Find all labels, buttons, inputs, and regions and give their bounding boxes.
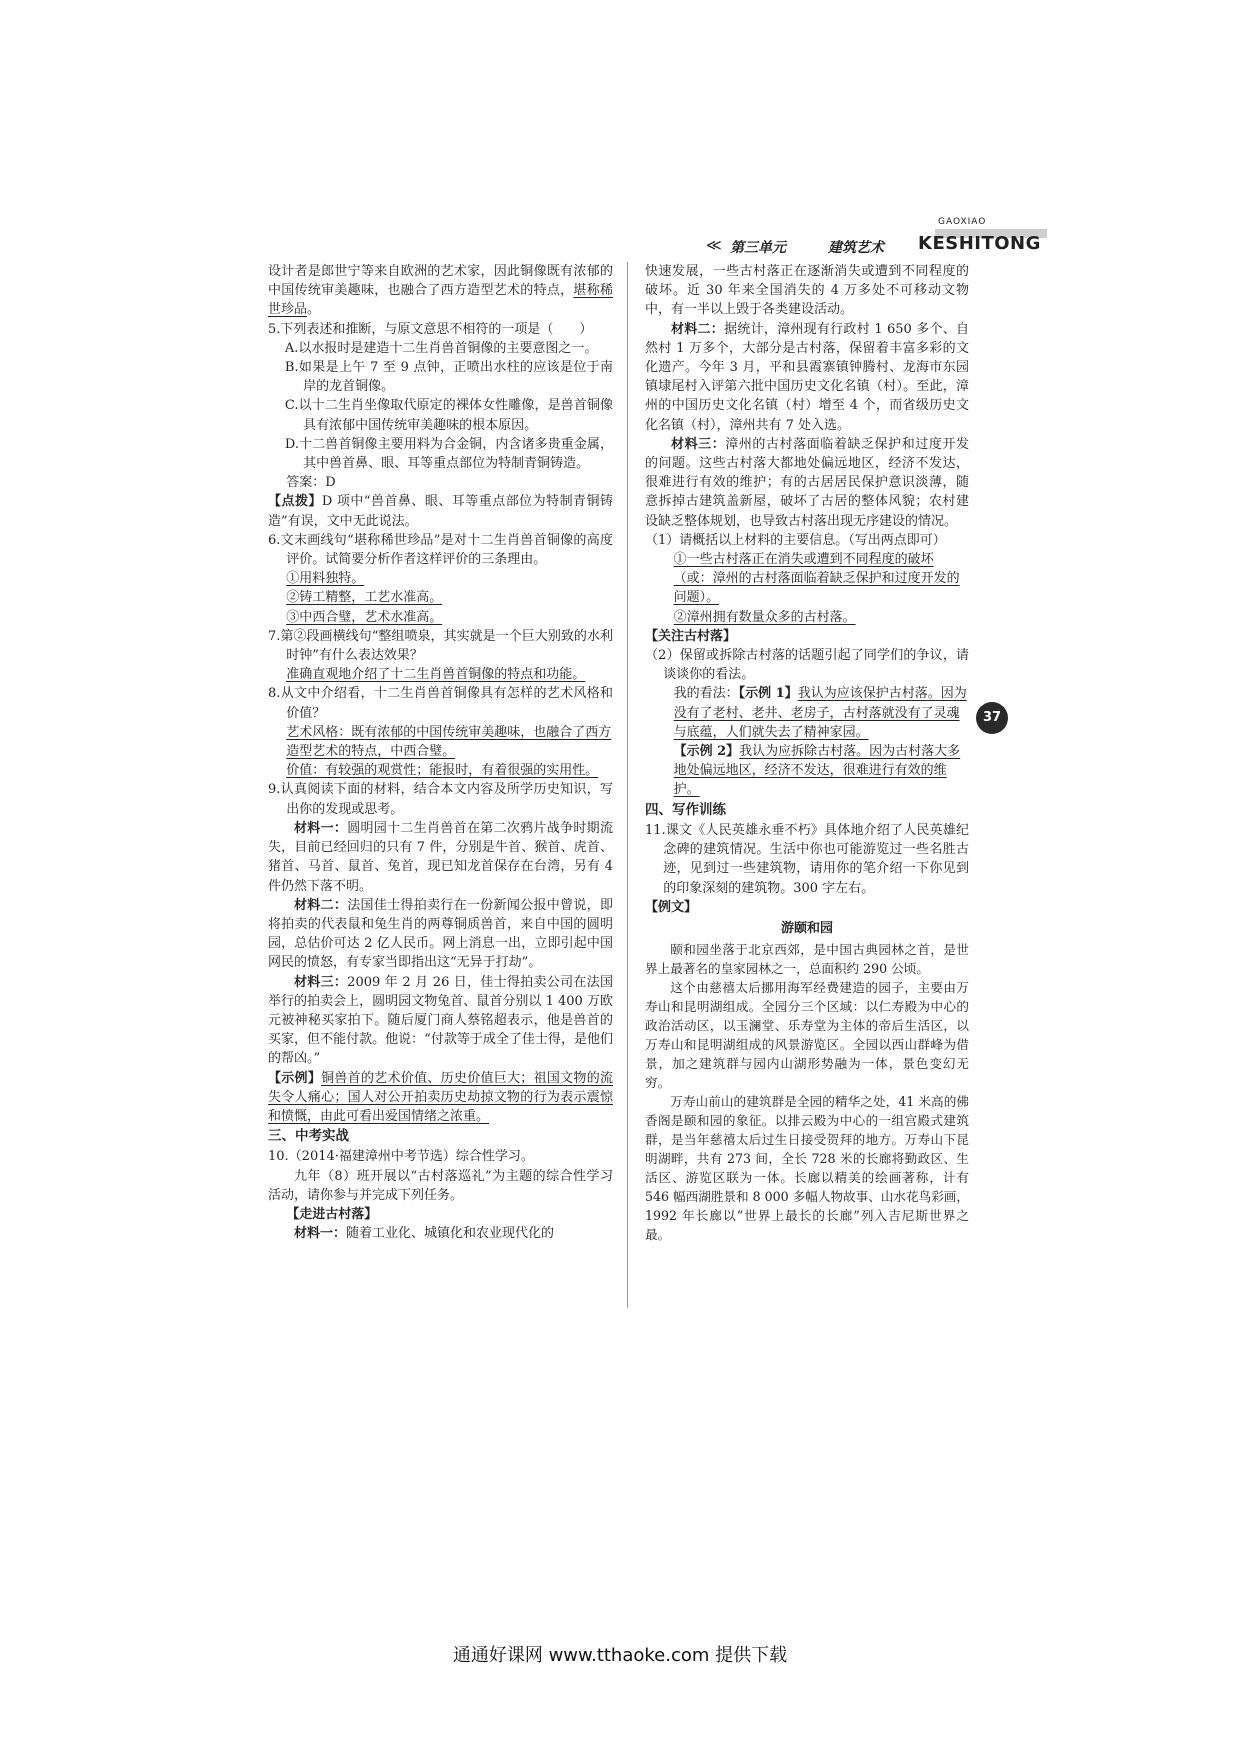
question-8-answer-2: 价值：有较强的观赏性；能报时，有着很强的实用性。 bbox=[286, 763, 599, 779]
subquestion-2: （2）保留或拆除古村落的话题引起了同学们的争议，请谈谈你的看法。 bbox=[645, 648, 969, 683]
question-9-material-1: 材料一：圆明园十二生肖兽首在第二次鸦片战争时期流失，目前已经回归的只有 7 件，分别是牛首、猴首、虎首、猪首、马首、鼠首、兔首，现已知龙首保存在台湾，另有 4 件仍然下落不明。 bbox=[268, 820, 613, 894]
subheading-2: 【关注古村落】 bbox=[645, 628, 737, 644]
question-11: 11.课文《人民英雄永垂不朽》具体地介绍了人民英雄纪念碑的建筑情况。生活中你也可能游览过一些名胜古迹，见到过一些建筑物，请用你的笔介绍一下你见到的印象深刻的建筑物。300 字左右。 bbox=[645, 822, 969, 896]
question-9: 9.认真阅读下面的材料，结合本文内容及所学历史知识，写出你的发现或思考。 bbox=[268, 782, 613, 817]
question-10: 10.（2014·福建漳州中考节选）综合性学习。 bbox=[268, 1149, 534, 1165]
question-6-answer-2: ②铸工精整，工艺水准高。 bbox=[286, 590, 443, 606]
question-6-answer-1: ①用料独特。 bbox=[286, 571, 365, 587]
question-7-answer: 准确直观地介绍了十二生肖兽首铜像的特点和功能。 bbox=[286, 667, 586, 683]
example-essay-tag: 【例文】 bbox=[645, 899, 698, 915]
question-9-material-3: 材料三：2009 年 2 月 26 日，佳士得拍卖公司在法国举行的拍卖会上，圆明园文物兔首、鼠首分别以 1 400 万欧元被神秘买家拍下。随后厦门商人蔡铭超表示，他是兽首的买家，但不能付款。他说：“付款等于成全了佳士得，是他们的帮凶。” bbox=[268, 974, 613, 1067]
question-5-tip: 【点拨】D 项中“兽首鼻、眼、耳等重点部位为特制青铜铸造”有误，文中无此说法。 bbox=[268, 494, 613, 529]
subquestion-2-example-2: 【示例 2】我认为应拆除古村落。因为古村落大多地处偏远地区，经济不发达，很难进行有效的维护。 bbox=[673, 744, 961, 798]
intro-paragraph: 设计者是郎世宁等来自欧洲的艺术家，因此铜像既有浓郁的中国传统审美趣味，也融合了西方造型艺术的特点，堪称稀世珍品。 bbox=[268, 264, 613, 318]
question-8: 8.从文中介绍看，十二生肖兽首铜像具有怎样的艺术风格和价值？ bbox=[268, 686, 613, 721]
question-6-answer-3: ③中西合璧，艺术水准高。 bbox=[286, 609, 443, 625]
header-unit: 第三单元 bbox=[730, 240, 786, 256]
question-5-option-c: C.以十二生肖坐像取代原定的裸体女性雕像，是兽首铜像具有浓郁中国传统审美趣味的根本原因。 bbox=[284, 398, 613, 433]
section-3-heading: 三、中考实战 bbox=[268, 1128, 349, 1145]
page-number-badge: 37 bbox=[976, 702, 1008, 734]
section-4-heading: 四、写作训练 bbox=[645, 801, 726, 818]
essay-paragraph-2: 这个由慈禧太后挪用海军经费建造的园子，主要由万寿山和昆明湖组成。全园分三个区域：以仁寿殿为中心的政治活动区，以玉澜堂、乐寿堂为主体的帝后生活区，以万寿山和昆明湖组成的风景游览区。全园以西山群峰为借景，加之建筑群与园内山湖形势融为一体，景色变幻无穷。 bbox=[645, 980, 969, 1091]
question-10-intro: 九年（8）班开展以“古村落巡礼”为主题的综合性学习活动，请你参与并完成下列任务。 bbox=[268, 1168, 613, 1203]
question-5-option-d: D.十二兽首铜像主要用料为合金铜，内含诸多贵重金属，其中兽首鼻、眼、耳等重点部位为特制青铜铸造。 bbox=[284, 436, 613, 472]
intro-underlined: 堪称稀世珍品 bbox=[268, 283, 613, 318]
material-3: 材料三：漳州的古村落面临着缺乏保护和过度开发的问题。这些古村落大都地处偏远地区，经济不发达，很难进行有效的维护；有的古居居民保护意识淡薄，随意拆掉古建筑盖新屋，破坏了古居的整体风貌；农村建设缺乏整体规划，也导致古村落出现无序建设的情况。 bbox=[645, 436, 969, 529]
essay-paragraph-3: 万寿山前山的建筑群是全园的精华之处，41 米高的佛香阁是颐和园的象征。以排云殿为中心的一组宫殿式建筑群，是当年慈禧太后过生日接受贺拜的地方。万寿山下昆明湖畔，共有 273 间，全长 728 米的长廊将勤政区、生活区、游览区联为一体。长廊以精美的绘画著称，计有 546 幅西湖胜景和 8 000 多幅人物故事、山水花鸟彩画，1992 年长廊以“世界上最长的长廊”列入吉尼斯世界之最。 bbox=[645, 1094, 969, 1243]
header-brand: KESHITONG bbox=[918, 233, 1041, 254]
header-topic: 建筑艺术 bbox=[828, 240, 884, 256]
right-column bbox=[645, 262, 969, 1244]
subquestion-2-example-1: 我的看法：【示例 1】我认为应该保护古村落。因为没有了老村、老井、老房子，古村落就没有了灵魂与底蕴，人们就失去了精神家园。 bbox=[673, 686, 967, 740]
material-1-continued: 快速发展，一些古村落正在逐渐消失或遭到不同程度的破坏。近 30 年来全国消失的 4 万多处不可移动文物中，有一半以上毁于各类建设活动。 bbox=[645, 264, 969, 318]
question-7: 7.第②段画横线句“整组喷泉，其实就是一个巨大别致的水利时钟”有什么表达效果？ bbox=[268, 628, 613, 664]
essay-paragraph-1: 颐和园坐落于北京西郊，是中国古典园林之首，是世界上最著名的皇家园林之一，总面积约 290 公顷。 bbox=[645, 942, 969, 977]
question-6: 6.文末画线句“堪称稀世珍品”是对十二生肖兽首铜像的高度评价。试简要分析作者这样评价的三条理由。 bbox=[268, 532, 613, 568]
question-8-answer-1: 艺术风格：既有浓郁的中国传统审美趣味，也融合了西方造型艺术的特点，中西合璧。 bbox=[286, 724, 612, 760]
subquestion-1-answer-2: ②漳州拥有数量众多的古村落。 bbox=[673, 609, 856, 625]
question-5-option-a: A.以水报时是建造十二生肖兽首铜像的主要意图之一。 bbox=[284, 340, 598, 356]
header-chevron-icon: ≪ bbox=[706, 236, 722, 254]
material-2: 材料二：据统计，漳州现有行政村 1 650 多个、自然村 1 万多个，大部分是古村落，保留着丰富多彩的文化遗产。今年 3 月，平和县霞寨镇钟腾村、龙海市东园镇埭尾村入评第六批中国历史文化名镇（村）。至此，漳州的中国历史文化名镇（村）增至 4 个，而省级历史文化名镇（村），漳州共有 7 处入选。 bbox=[645, 321, 969, 433]
question-5: 5.下列表述和推断，与原文意思不相符的一项是（ ） bbox=[268, 321, 593, 337]
footer-download-note: 通通好课网 www.tthaoke.com 提供下载 bbox=[452, 1645, 788, 1666]
question-5-option-b: B.如果是上午 7 至 9 点钟，正喷出水柱的应该是位于南岸的龙首铜像。 bbox=[284, 360, 613, 395]
subquestion-1: （1）请概括以上材料的主要信息。（写出两点即可） bbox=[645, 532, 946, 548]
header-small-label: GAOXIAO bbox=[938, 217, 987, 227]
left-column bbox=[268, 262, 613, 1243]
question-5-answer: 答案：D bbox=[286, 475, 336, 491]
question-10-material-1: 材料一：随着工业化、城镇化和农业现代化的 bbox=[294, 1226, 555, 1242]
column-divider bbox=[627, 262, 628, 1308]
question-9-material-2: 材料二：法国佳士得拍卖行在一份新闻公报中曾说，即将拍卖的代表鼠和兔生肖的两尊铜质兽首，来自中国的圆明园，总估价可达 2 亿人民币。网上消息一出，立即引起中国网民的愤怒，有专家当即指出这“无异于打劫”。 bbox=[268, 897, 613, 971]
question-9-example: 【示例】铜兽首的艺术价值、历史价值巨大；祖国文物的流失令人痛心；国人对公开拍卖历史劫掠文物的行为表示震惊和愤慨，由此可看出爱国情绪之浓重。 bbox=[268, 1070, 613, 1124]
question-10-subheading-1: 【走进古村落】 bbox=[286, 1206, 378, 1222]
subquestion-1-answer-1: ①一些古村落正在消失或遭到不同程度的破坏（或：漳州的古村落面临着缺乏保护和过度开发的问题）。 bbox=[673, 552, 960, 606]
essay-title: 游颐和园 bbox=[780, 920, 833, 936]
